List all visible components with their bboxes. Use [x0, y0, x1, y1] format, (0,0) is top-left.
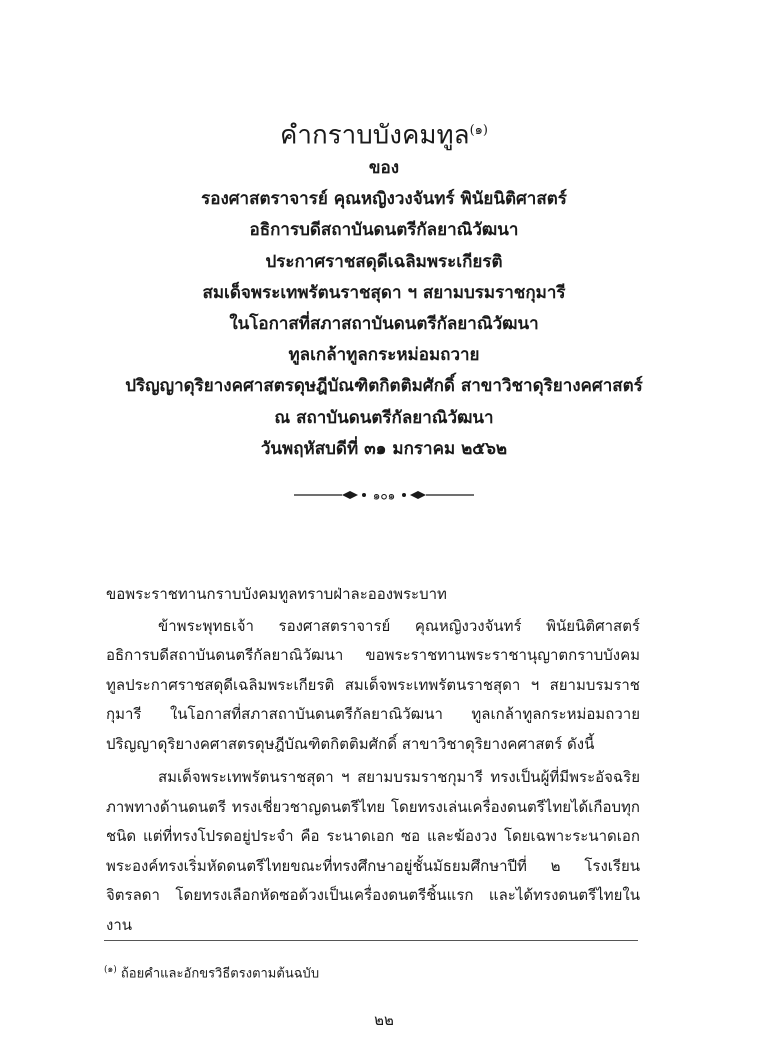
- heading-line: ในโอกาสที่สภาสถาบันดนตรีกัลยาณิวัฒนา: [229, 314, 539, 335]
- footnote: [104, 960, 638, 984]
- salutation: ขอพระราชทานกราบบังคมทูลทราบฝ่าละอองพระบาท: [106, 585, 447, 603]
- heading-line: ณ สถาบันดนตรีกัลยาณิวัฒนา: [274, 407, 494, 428]
- heading-line: สมเด็จพระเทพรัตนราชสุดา ฯ สยามบรมราชกุมารี: [202, 282, 566, 303]
- heading-line: รองศาสตราจารย์ คุณหญิงวงจันทร์ พินัยนิติศาสตร์: [201, 189, 567, 210]
- page-title: [0, 111, 768, 156]
- body-text: [106, 580, 640, 944]
- title-footnote-mark: (๑): [469, 123, 488, 139]
- heading-line: วันพฤหัสบดีที่ ๓๑ มกราคม ๒๕๖๒: [260, 438, 508, 459]
- heading-line: ทูลเกล้าทูลกระหม่อมถวาย: [288, 345, 480, 366]
- body-paragraph: สมเด็จพระเทพรัตนราชสุดา ฯ สยามบรมราชกุมารี ทรงเป็นผู้ที่มีพระอัจฉริยภาพทางด้านดนตรี ทรงเชี่ยวชาญดนตรีไทย โดยทรงเล่นเครื่องดนตรีไทยได้เกือบทุกชนิด แต่ที่ทรงโปรดอยู่ประจำ คือ ระนาดเอก ซอ และฆ้องวง โดยเฉพาะระนาดเอก พระองค์ทรงเริ่มหัดดนตรีไทยขณะที่ทรงศึกษาอยู่ชั้นมัธยมศึกษาปีที่ ๒ โรงเรียนจิตรลดา โดยทรงเลือกหัดซอด้วงเป็นเครื่องดนตรีชิ้นแรก และได้ทรงดนตรีไทยในงาน: [106, 768, 640, 934]
- body-paragraph: ข้าพระพุทธเจ้า รองศาสตราจารย์ คุณหญิงวงจันทร์ พินัยนิติศาสตร์ อธิการบดีสถาบันดนตรีกัลยาณิวัฒนา ขอพระราชทานพระราชานุญาตกราบบังคมทูลประกาศราชสดุดีเฉลิมพระเกียรติ สมเด็จพระเทพรัตนราชสุดา ฯ สยามบรมราชกุมารี ในโอกาสที่สภาสถาบันดนตรีกัลยาณิวัฒนา ทูลเกล้าทูลกระหม่อมถวายปริญญาดุริยางคศาสตรดุษฎีบัณฑิตกิตติมศักดิ์ สาขาวิชาดุริยางคศาสตร์ ดังนี้: [106, 616, 640, 753]
- footnote-divider: [104, 940, 638, 941]
- title-text: คำกราบบังคมทูล: [279, 121, 470, 152]
- page-number: ๒๒: [374, 1011, 394, 1029]
- footnote-text: ถ้อยคำและอักขรวิธีตรงตามต้นฉบับ: [120, 966, 320, 982]
- heading-line: ประกาศราชสดุดีเฉลิมพระเกียรติ: [265, 251, 503, 272]
- address-heading: [60, 153, 708, 465]
- heading-line: ของ: [368, 158, 400, 178]
- footnote-mark: (๑): [104, 965, 117, 975]
- ornament-divider-icon: [294, 485, 474, 505]
- heading-line: อธิการบดีสถาบันดนตรีกัลยาณิวัฒนา: [249, 220, 519, 241]
- heading-line: ปริญญาดุริยางคศาสตรดุษฎีบัณฑิตกิตติมศักดิ์ สาขาวิชาดุริยางคศาสตร์: [125, 376, 643, 397]
- ornament-center-text: ๑๐๑: [372, 488, 396, 503]
